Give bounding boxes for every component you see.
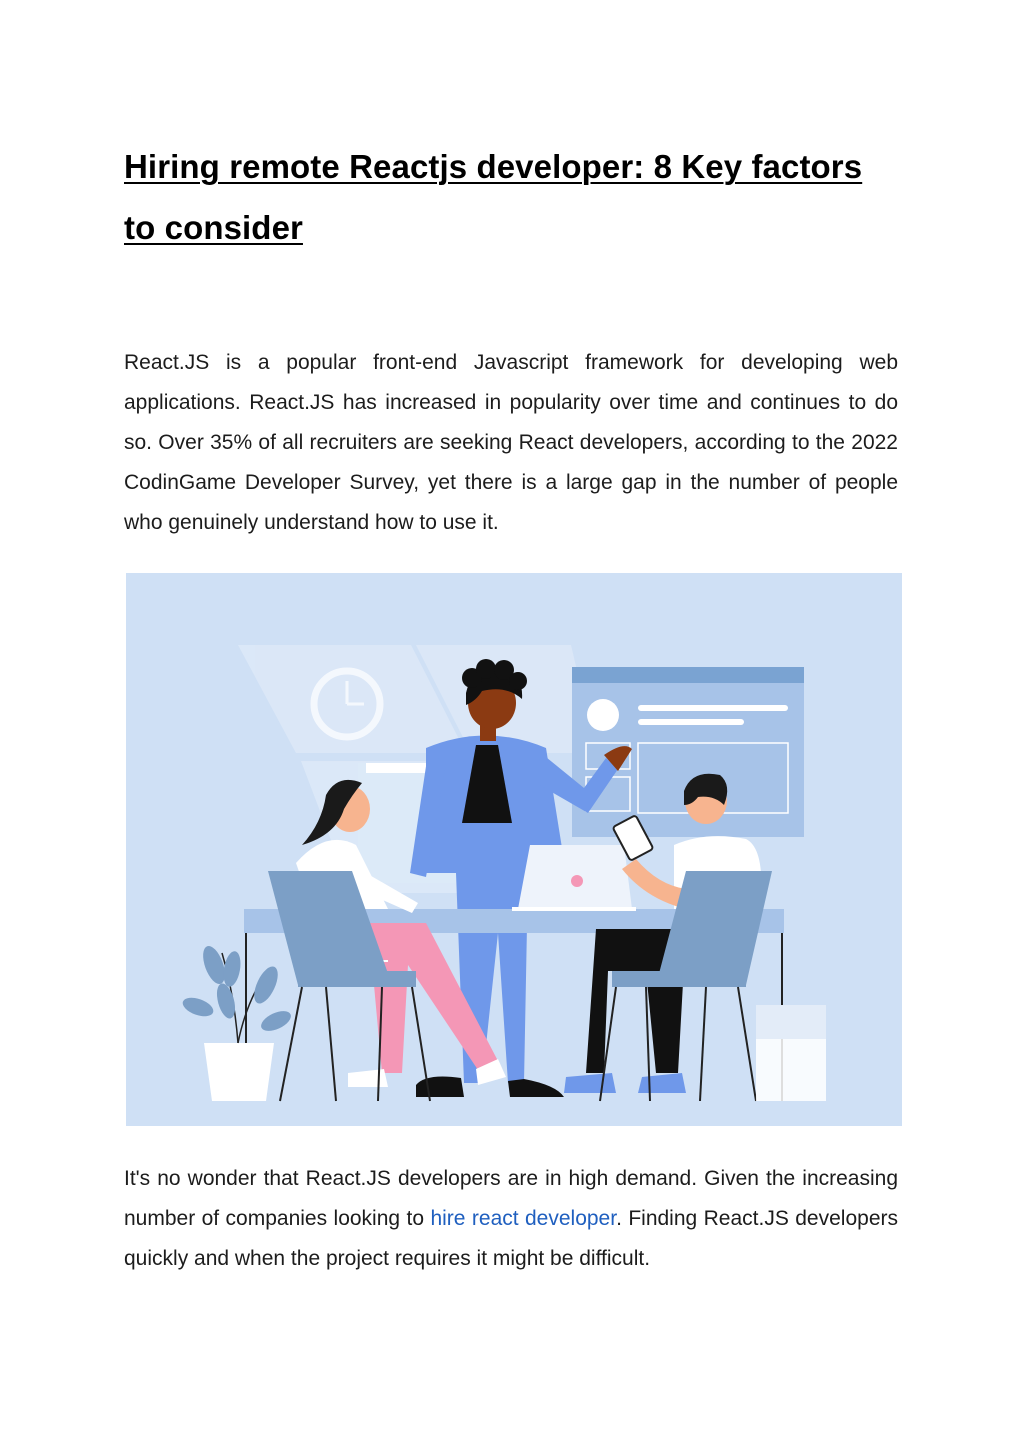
second-paragraph-text-end: . Finding React.JS developers quickly and when the project requires it might be difficult. [124,1207,898,1270]
second-paragraph-text-start: It's no wonder that React.JS developers are in high demand. Given the increasing number of companies looking to [124,1167,898,1230]
second-paragraph [124,1159,898,1279]
team-meeting-illustration [126,573,902,1126]
intro-paragraph: React.JS is a popular front-end Javascript framework for developing web applications. React.JS has increased in popularity over time and continues to do so. Over 35% of all recruiters are seeking React developers, according to the 2022 CodinGame Developer Survey, yet there is a large gap in the number of people who genuinely understand how to use it. [124,351,898,534]
waste-bin [756,1005,826,1101]
hire-react-developer-link[interactable]: hire react developer [430,1207,617,1230]
laptop [512,845,636,911]
page-title: Hiring remote Reactjs developer: 8 Key factors to consider [124,148,863,246]
